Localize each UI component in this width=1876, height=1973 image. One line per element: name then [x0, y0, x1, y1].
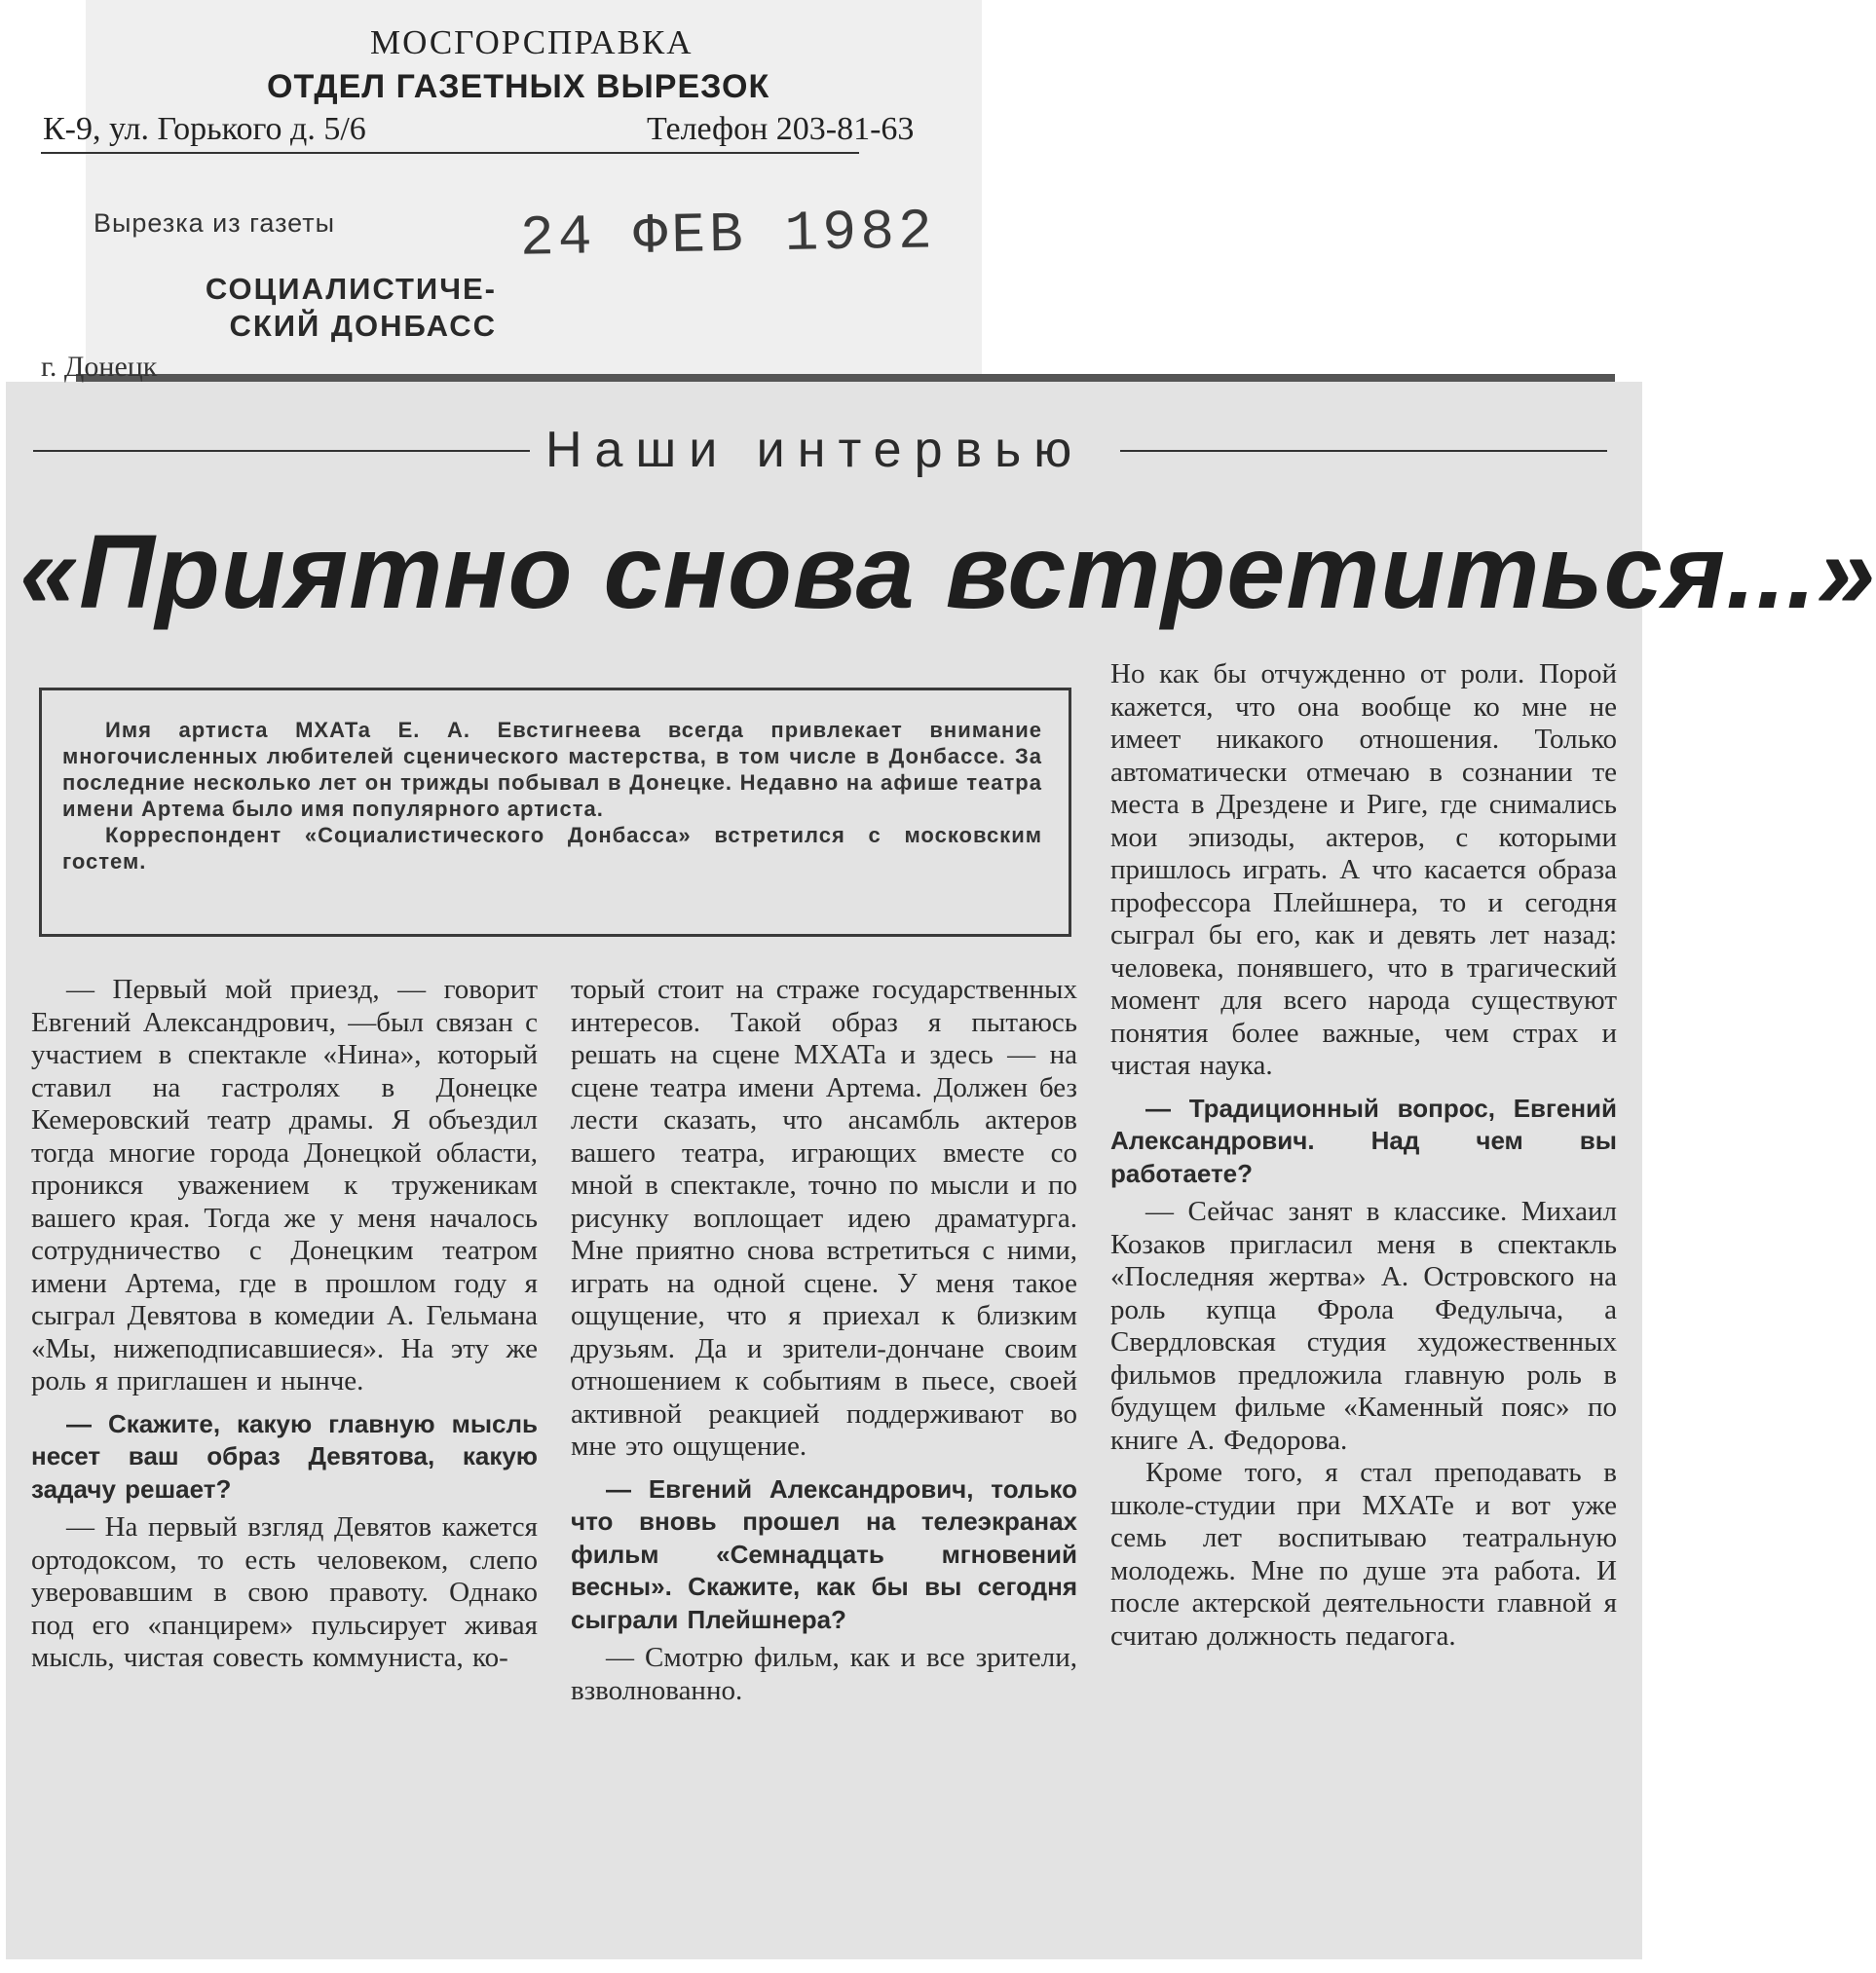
archive-department-name: ОТДЕЛ ГАЗЕТНЫХ ВЫРЕЗОК — [267, 68, 770, 105]
article-column-1 — [31, 974, 538, 1675]
section-rule-left — [33, 450, 530, 452]
section-heading: Наши интервью — [545, 422, 1085, 478]
archive-agency-name: МОСГОРСПРАВКА — [370, 23, 694, 61]
article-headline: «Приятно снова встретиться...» — [19, 512, 1876, 630]
newspaper-name-line1: СОЦИАЛИСТИЧЕ- — [205, 272, 497, 306]
clipping-top-edge — [76, 374, 1615, 382]
interview-question: — Евгений Александрович, только что вновь прошел на телеэкранах фильм «Семнадцать мгновений весны». Скажите, как бы вы сегодня сыграли Плейшнера? — [571, 1473, 1077, 1634]
lead-paragraph: Корреспондент «Социалистического Донбасса» встретился с московским гостем. — [62, 823, 1042, 874]
body-paragraph: — Первый мой приезд, — говорит Евгений Александрович, —был связан с участием в спектакле «Нина», который ставил на гастролях в Донецке Кемеровский театр драмы. Я объездил тогда многие города Донецкой области, проникся уважением к труженикам вашего края. Тогда же у меня началось сотрудничество с Донецким театром имени Артема, где в прошлом году я сыграл Девятова в комедии А. Гельмана «Мы, нижеподписавшиеся». На эту же роль я приглашен и нынче. — [31, 974, 538, 1396]
archive-phone: Телефон 203-81-63 — [647, 111, 915, 147]
archive-address-line — [43, 111, 939, 148]
clip-source-caption: Вырезка из газеты — [94, 208, 336, 238]
body-paragraph: — На первый взгляд Девятов кажется ортодоксом, то есть человеком, слепо уверовавшим в свою правоту. Однако под его «панцирем» пульсирует живая мысль, чистая совесть коммуниста, ко- — [31, 1511, 538, 1673]
archive-address: К-9, ул. Горького д. 5/6 — [43, 111, 366, 147]
article-column-3 — [1110, 658, 1617, 1653]
date-stamp: 24 ФЕВ 1982 — [519, 201, 937, 272]
body-paragraph: Кроме того, я стал преподавать в школе-студии при МХАТе и вот уже семь лет воспитываю театральную молодежь. Мне по душе эта работа. И после актерской деятельности главной я считаю должность педагога. — [1110, 1457, 1617, 1652]
newspaper-name-line2: СКИЙ ДОНБАСС — [229, 309, 497, 343]
interview-question: — Традиционный вопрос, Евгений Александрович. Над чем вы работаете? — [1110, 1093, 1617, 1188]
lead-paragraph: Имя артиста МХАТа Е. А. Евстигнеева всегда привлекает внимание многочисленных любителей сценического мастерства, в том числе в Донбассе. За последние несколько лет он трижды побывал в Донецке. Недавно на афише театра имени Артема было имя популярного артиста. — [62, 718, 1042, 821]
page-bottom-margin — [6, 1959, 1642, 1973]
newspaper-city: г. Донецк — [41, 351, 158, 383]
body-paragraph: — Смотрю фильм, как и все зрители, взволнованно. — [571, 1642, 1077, 1706]
body-paragraph: Но как бы отчужденно от роли. Порой кажется, что она вообще ко мне не имеет никакого отношения. Только автоматически отмечаю в сознании те места в Дрездене и Риге, где снимались мои эпизоды, актеров, с которыми пришлось играть. А что касается образа профессора Плейшнера, то и сегодня сыграл бы его, как и девять лет назад: человека, понявшего, что в трагический момент для всего народа существуют понятия более важные, чем страх и чистая наука. — [1110, 658, 1617, 1081]
lead-text — [62, 717, 1042, 875]
body-paragraph: — Сейчас занят в классике. Михаил Козаков пригласил меня в спектакль «Последняя жертва» А. Островского на роль купца Фрола Федулыча, а Свердловская студия художественных фильмов предложила главную роль в будущем фильме «Каменный пояс» по книге А. Федорова. — [1110, 1196, 1617, 1456]
article-column-2 — [571, 974, 1077, 1707]
body-paragraph: торый стоит на страже государственных интересов. Такой образ я пытаюсь решать на сцене МХАТа и здесь — на сцене театра имени Артема. Должен без лести сказать, что ансамбль актеров вашего театра, играющих вместе со мной в спектакле, точно по мысли и по рисунку воплощает идею драматурга. Мне приятно снова встретиться с ними, играть на одной сцене. У меня такое ощущение, что я приехал к близким друзьям. Да и зрители-дончане своим отношением к событиям в пьесе, своей активной реакцией поддерживают во мне это ощущение. — [571, 974, 1077, 1462]
section-rule-right — [1120, 450, 1607, 452]
interview-question: — Скажите, какую главную мысль несет ваш образ Девятова, какую задачу решает? — [31, 1408, 538, 1504]
newspaper-name — [88, 271, 497, 345]
archive-rule — [41, 152, 859, 154]
